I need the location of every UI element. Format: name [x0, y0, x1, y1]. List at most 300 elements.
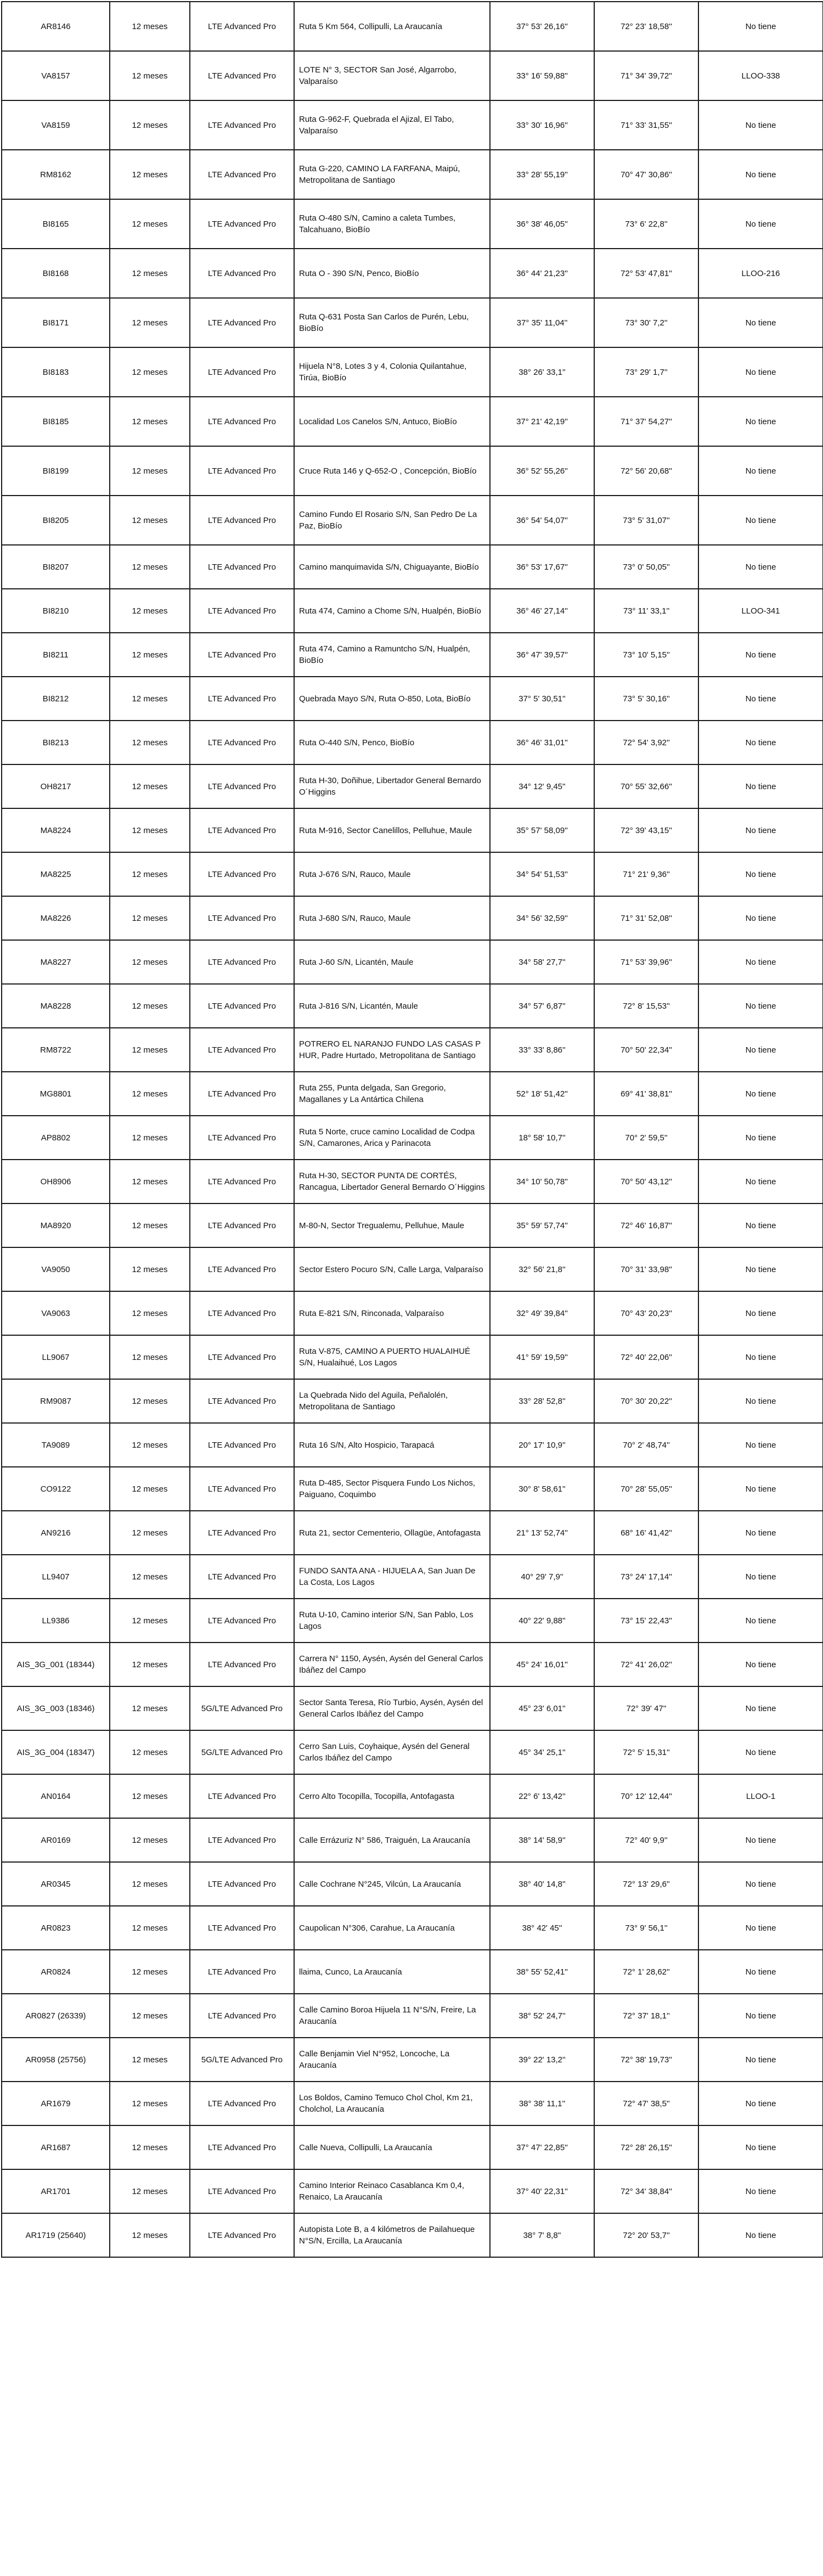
longitude-cell: 72° 5' 15,31'' — [594, 1730, 698, 1774]
site-id-cell: LL9067 — [2, 1335, 110, 1379]
site-id-cell: RM9087 — [2, 1379, 110, 1423]
address-cell: Ruta O-480 S/N, Camino a caleta Tumbes, Talcahuano, BioBío — [294, 199, 490, 249]
longitude-cell: 73° 5' 31,07'' — [594, 496, 698, 545]
term-cell: 12 meses — [110, 100, 190, 150]
address-cell: Camino Interior Reinaco Casablanca Km 0,4, Renaico, La Araucanía — [294, 2169, 490, 2213]
site-id-cell: VA9063 — [2, 1291, 110, 1335]
site-id-cell: LL9407 — [2, 1555, 110, 1599]
address-cell: La Quebrada Nido del Aguila, Peñalolén, Metropolitana de Santiago — [294, 1379, 490, 1423]
term-cell: 12 meses — [110, 2038, 190, 2082]
technology-cell: LTE Advanced Pro — [190, 677, 294, 721]
site-id-cell: MG8801 — [2, 1072, 110, 1116]
longitude-cell: 70° 50' 43,12'' — [594, 1160, 698, 1203]
technology-cell: LTE Advanced Pro — [190, 896, 294, 940]
site-id-cell: AR1719 (25640) — [2, 2213, 110, 2257]
table-row — [2, 150, 823, 199]
technology-cell: LTE Advanced Pro — [190, 1203, 294, 1247]
technology-cell: LTE Advanced Pro — [190, 199, 294, 249]
latitude-cell: 34° 57' 6,87'' — [490, 984, 594, 1028]
technology-cell: LTE Advanced Pro — [190, 764, 294, 808]
term-cell: 12 meses — [110, 1203, 190, 1247]
latitude-cell: 36° 38' 46,05'' — [490, 199, 594, 249]
table-row — [2, 1072, 823, 1116]
latitude-cell: 45° 34' 25,1'' — [490, 1730, 594, 1774]
table-row — [2, 51, 823, 100]
longitude-cell: 72° 46' 16,87'' — [594, 1203, 698, 1247]
site-id-cell: BI8212 — [2, 677, 110, 721]
table-row — [2, 249, 823, 298]
lloo-cell: LLOO-216 — [698, 249, 823, 298]
address-cell: Ruta H-30, Doñihue, Libertador General Bernardo O´Higgins — [294, 764, 490, 808]
term-cell: 12 meses — [110, 2, 190, 51]
table-row — [2, 1335, 823, 1379]
technology-cell: LTE Advanced Pro — [190, 446, 294, 496]
table-row — [2, 1950, 823, 1994]
lloo-cell: No tiene — [698, 1862, 823, 1906]
technology-cell: 5G/LTE Advanced Pro — [190, 1686, 294, 1730]
longitude-cell: 72° 37' 18,1'' — [594, 1994, 698, 2038]
table-row — [2, 1643, 823, 1686]
address-cell: Ruta G-220, CAMINO LA FARFANA, Maipú, Metropolitana de Santiago — [294, 150, 490, 199]
lloo-cell: No tiene — [698, 397, 823, 446]
term-cell: 12 meses — [110, 150, 190, 199]
term-cell: 12 meses — [110, 1555, 190, 1599]
latitude-cell: 33° 16' 59,88'' — [490, 51, 594, 100]
table-row — [2, 1160, 823, 1203]
latitude-cell: 37° 40' 22,31'' — [490, 2169, 594, 2213]
technology-cell: LTE Advanced Pro — [190, 589, 294, 633]
address-cell: Carrera N° 1150, Aysén, Aysén del General Carlos Ibáñez del Campo — [294, 1643, 490, 1686]
lloo-cell: No tiene — [698, 1072, 823, 1116]
address-cell: Ruta O - 390 S/N, Penco, BioBío — [294, 249, 490, 298]
longitude-cell: 72° 38' 19,73'' — [594, 2038, 698, 2082]
longitude-cell: 71° 37' 54,27'' — [594, 397, 698, 446]
site-id-cell: VA9050 — [2, 1247, 110, 1291]
lloo-cell: LLOO-1 — [698, 1774, 823, 1818]
table-row — [2, 446, 823, 496]
table-row — [2, 1423, 823, 1467]
technology-cell: LTE Advanced Pro — [190, 397, 294, 446]
address-cell: Ruta G-962-F, Quebrada el Ajizal, El Tabo, Valparaíso — [294, 100, 490, 150]
longitude-cell: 71° 53' 39,96'' — [594, 940, 698, 984]
latitude-cell: 41° 59' 19,59'' — [490, 1335, 594, 1379]
technology-cell: LTE Advanced Pro — [190, 298, 294, 347]
latitude-cell: 37° 35' 11,04'' — [490, 298, 594, 347]
table-row — [2, 2038, 823, 2082]
lloo-cell: No tiene — [698, 545, 823, 589]
technology-cell: LTE Advanced Pro — [190, 1643, 294, 1686]
latitude-cell: 36° 54' 54,07'' — [490, 496, 594, 545]
site-id-cell: BI8205 — [2, 496, 110, 545]
technology-cell: LTE Advanced Pro — [190, 1291, 294, 1335]
site-id-cell: BI8210 — [2, 589, 110, 633]
lloo-cell: No tiene — [698, 1423, 823, 1467]
technology-cell: LTE Advanced Pro — [190, 150, 294, 199]
latitude-cell: 40° 22' 9,88'' — [490, 1599, 594, 1643]
longitude-cell: 72° 20' 53,7'' — [594, 2213, 698, 2257]
lloo-cell: No tiene — [698, 633, 823, 677]
longitude-cell: 70° 50' 22,34'' — [594, 1028, 698, 1072]
lloo-cell: No tiene — [698, 896, 823, 940]
site-id-cell: OH8906 — [2, 1160, 110, 1203]
term-cell: 12 meses — [110, 1072, 190, 1116]
address-cell: M-80-N, Sector Tregualemu, Pelluhue, Maule — [294, 1203, 490, 1247]
term-cell: 12 meses — [110, 397, 190, 446]
latitude-cell: 38° 40' 14,8'' — [490, 1862, 594, 1906]
table-row — [2, 100, 823, 150]
address-cell: Ruta H-30, SECTOR PUNTA DE CORTÉS, Rancagua, Libertador General Bernardo O´Higgins — [294, 1160, 490, 1203]
technology-cell: LTE Advanced Pro — [190, 1160, 294, 1203]
table-row — [2, 1818, 823, 1862]
lloo-cell: No tiene — [698, 764, 823, 808]
longitude-cell: 73° 0' 50,05'' — [594, 545, 698, 589]
latitude-cell: 38° 42' 45'' — [490, 1906, 594, 1950]
term-cell: 12 meses — [110, 1379, 190, 1423]
site-id-cell: CO9122 — [2, 1467, 110, 1511]
table-row — [2, 1291, 823, 1335]
longitude-cell: 70° 47' 30,86'' — [594, 150, 698, 199]
longitude-cell: 70° 2' 48,74'' — [594, 1423, 698, 1467]
longitude-cell: 72° 54' 3,92'' — [594, 721, 698, 764]
address-cell: Localidad Los Canelos S/N, Antuco, BioBío — [294, 397, 490, 446]
site-id-cell: OH8217 — [2, 764, 110, 808]
site-id-cell: BI8185 — [2, 397, 110, 446]
technology-cell: LTE Advanced Pro — [190, 1247, 294, 1291]
term-cell: 12 meses — [110, 1291, 190, 1335]
address-cell: Calle Cochrane N°245, Vilcún, La Araucanía — [294, 1862, 490, 1906]
lloo-cell: No tiene — [698, 1950, 823, 1994]
technology-cell: 5G/LTE Advanced Pro — [190, 1730, 294, 1774]
lloo-cell: No tiene — [698, 1247, 823, 1291]
address-cell: Autopista Lote B, a 4 kilómetros de Pailahueque N°S/N, Ercilla, La Araucanía — [294, 2213, 490, 2257]
term-cell: 12 meses — [110, 51, 190, 100]
lloo-cell: No tiene — [698, 2125, 823, 2169]
sites-table — [1, 1, 823, 2258]
technology-cell: LTE Advanced Pro — [190, 2213, 294, 2257]
lloo-cell: No tiene — [698, 1730, 823, 1774]
term-cell: 12 meses — [110, 1774, 190, 1818]
address-cell: Calle Camino Boroa Hijuela 11 N°S/N, Freire, La Araucanía — [294, 1994, 490, 2038]
site-id-cell: AN9216 — [2, 1511, 110, 1555]
address-cell: Ruta J-680 S/N, Rauco, Maule — [294, 896, 490, 940]
technology-cell: LTE Advanced Pro — [190, 100, 294, 150]
term-cell: 12 meses — [110, 589, 190, 633]
latitude-cell: 36° 46' 27,14'' — [490, 589, 594, 633]
lloo-cell: No tiene — [698, 984, 823, 1028]
table-row — [2, 1862, 823, 1906]
technology-cell: LTE Advanced Pro — [190, 1072, 294, 1116]
technology-cell: LTE Advanced Pro — [190, 1818, 294, 1862]
latitude-cell: 37° 47' 22,85'' — [490, 2125, 594, 2169]
technology-cell: LTE Advanced Pro — [190, 2125, 294, 2169]
table-row — [2, 1247, 823, 1291]
table-row — [2, 1686, 823, 1730]
term-cell: 12 meses — [110, 1511, 190, 1555]
technology-cell: LTE Advanced Pro — [190, 1467, 294, 1511]
address-cell: Ruta D-485, Sector Pisquera Fundo Los Nichos, Paiguano, Coquimbo — [294, 1467, 490, 1511]
table-row — [2, 1774, 823, 1818]
technology-cell: LTE Advanced Pro — [190, 1116, 294, 1160]
lloo-cell: No tiene — [698, 1511, 823, 1555]
term-cell: 12 meses — [110, 2169, 190, 2213]
technology-cell: LTE Advanced Pro — [190, 1774, 294, 1818]
table-row — [2, 545, 823, 589]
longitude-cell: 71° 33' 31,55'' — [594, 100, 698, 150]
technology-cell: LTE Advanced Pro — [190, 1555, 294, 1599]
longitude-cell: 73° 15' 22,43'' — [594, 1599, 698, 1643]
latitude-cell: 20° 17' 10,9'' — [490, 1423, 594, 1467]
term-cell: 12 meses — [110, 2125, 190, 2169]
technology-cell: LTE Advanced Pro — [190, 984, 294, 1028]
address-cell: Ruta J-676 S/N, Rauco, Maule — [294, 852, 490, 896]
latitude-cell: 30° 8' 58,61'' — [490, 1467, 594, 1511]
address-cell: Sector Santa Teresa, Río Turbio, Aysén, Aysén del General Carlos Ibáñez del Campo — [294, 1686, 490, 1730]
lloo-cell: No tiene — [698, 852, 823, 896]
longitude-cell: 70° 30' 20,22'' — [594, 1379, 698, 1423]
term-cell: 12 meses — [110, 199, 190, 249]
latitude-cell: 34° 12' 9,45'' — [490, 764, 594, 808]
site-id-cell: BI8213 — [2, 721, 110, 764]
site-id-cell: AR0827 (26339) — [2, 1994, 110, 2038]
term-cell: 12 meses — [110, 1818, 190, 1862]
lloo-cell: No tiene — [698, 1028, 823, 1072]
latitude-cell: 40° 29' 7,9'' — [490, 1555, 594, 1599]
lloo-cell: No tiene — [698, 1994, 823, 2038]
term-cell: 12 meses — [110, 2082, 190, 2125]
address-cell: FUNDO SANTA ANA - HIJUELA A, San Juan De La Costa, Los Lagos — [294, 1555, 490, 1599]
longitude-cell: 70° 55' 32,66'' — [594, 764, 698, 808]
longitude-cell: 72° 40' 22,06'' — [594, 1335, 698, 1379]
table-row — [2, 1730, 823, 1774]
longitude-cell: 72° 28' 26,15'' — [594, 2125, 698, 2169]
longitude-cell: 71° 34' 39,72'' — [594, 51, 698, 100]
technology-cell: LTE Advanced Pro — [190, 347, 294, 397]
lloo-cell: No tiene — [698, 1467, 823, 1511]
technology-cell: LTE Advanced Pro — [190, 2169, 294, 2213]
term-cell: 12 meses — [110, 1247, 190, 1291]
table-row — [2, 397, 823, 446]
term-cell: 12 meses — [110, 1423, 190, 1467]
term-cell: 12 meses — [110, 940, 190, 984]
longitude-cell: 72° 34' 38,84'' — [594, 2169, 698, 2213]
longitude-cell: 72° 40' 9,9'' — [594, 1818, 698, 1862]
latitude-cell: 33° 28' 55,19'' — [490, 150, 594, 199]
technology-cell: 5G/LTE Advanced Pro — [190, 2038, 294, 2082]
table-row — [2, 1994, 823, 2038]
term-cell: 12 meses — [110, 1467, 190, 1511]
latitude-cell: 35° 57' 58,09'' — [490, 808, 594, 852]
latitude-cell: 34° 54' 51,53'' — [490, 852, 594, 896]
technology-cell: LTE Advanced Pro — [190, 2, 294, 51]
site-id-cell: BI8171 — [2, 298, 110, 347]
lloo-cell: No tiene — [698, 1203, 823, 1247]
lloo-cell: No tiene — [698, 1116, 823, 1160]
address-cell: Ruta 474, Camino a Ramuntcho S/N, Hualpén, BioBío — [294, 633, 490, 677]
lloo-cell: No tiene — [698, 347, 823, 397]
site-id-cell: AP8802 — [2, 1116, 110, 1160]
site-id-cell: MA8225 — [2, 852, 110, 896]
table-row — [2, 984, 823, 1028]
technology-cell: LTE Advanced Pro — [190, 1511, 294, 1555]
latitude-cell: 21° 13' 52,74'' — [490, 1511, 594, 1555]
address-cell: Sector Estero Pocuro S/N, Calle Larga, Valparaíso — [294, 1247, 490, 1291]
longitude-cell: 72° 1' 28,62'' — [594, 1950, 698, 1994]
lloo-cell: No tiene — [698, 298, 823, 347]
technology-cell: LTE Advanced Pro — [190, 1423, 294, 1467]
site-id-cell: AR1701 — [2, 2169, 110, 2213]
term-cell: 12 meses — [110, 808, 190, 852]
lloo-cell: No tiene — [698, 1555, 823, 1599]
sites-table-body — [2, 2, 823, 2257]
term-cell: 12 meses — [110, 1335, 190, 1379]
latitude-cell: 32° 49' 39,84'' — [490, 1291, 594, 1335]
lloo-cell: No tiene — [698, 2169, 823, 2213]
lloo-cell: No tiene — [698, 677, 823, 721]
site-id-cell: BI8207 — [2, 545, 110, 589]
longitude-cell: 73° 11' 33,1'' — [594, 589, 698, 633]
address-cell: LOTE N° 3, SECTOR San José, Algarrobo, Valparaíso — [294, 51, 490, 100]
address-cell: Cerro San Luis, Coyhaique, Aysén del General Carlos Ibáñez del Campo — [294, 1730, 490, 1774]
site-id-cell: AIS_3G_003 (18346) — [2, 1686, 110, 1730]
technology-cell: LTE Advanced Pro — [190, 1379, 294, 1423]
term-cell: 12 meses — [110, 1116, 190, 1160]
technology-cell: LTE Advanced Pro — [190, 51, 294, 100]
technology-cell: LTE Advanced Pro — [190, 1335, 294, 1379]
technology-cell: LTE Advanced Pro — [190, 852, 294, 896]
lloo-cell: No tiene — [698, 940, 823, 984]
table-row — [2, 896, 823, 940]
address-cell: Ruta U-10, Camino interior S/N, San Pablo, Los Lagos — [294, 1599, 490, 1643]
lloo-cell: No tiene — [698, 1379, 823, 1423]
technology-cell: LTE Advanced Pro — [190, 2082, 294, 2125]
table-row — [2, 199, 823, 249]
table-row — [2, 496, 823, 545]
longitude-cell: 73° 9' 56,1'' — [594, 1906, 698, 1950]
longitude-cell: 72° 39' 47'' — [594, 1686, 698, 1730]
table-row — [2, 852, 823, 896]
term-cell: 12 meses — [110, 984, 190, 1028]
address-cell: Calle Benjamin Viel N°952, Loncoche, La Araucanía — [294, 2038, 490, 2082]
technology-cell: LTE Advanced Pro — [190, 1950, 294, 1994]
latitude-cell: 33° 28' 52,8'' — [490, 1379, 594, 1423]
term-cell: 12 meses — [110, 1160, 190, 1203]
site-id-cell: MA8920 — [2, 1203, 110, 1247]
latitude-cell: 38° 38' 11,1'' — [490, 2082, 594, 2125]
latitude-cell: 38° 14' 58,9'' — [490, 1818, 594, 1862]
term-cell: 12 meses — [110, 1643, 190, 1686]
site-id-cell: BI8168 — [2, 249, 110, 298]
table-row — [2, 2125, 823, 2169]
address-cell: Ruta J-816 S/N, Licantén, Maule — [294, 984, 490, 1028]
longitude-cell: 73° 24' 17,14'' — [594, 1555, 698, 1599]
table-row — [2, 2082, 823, 2125]
table-row — [2, 1028, 823, 1072]
latitude-cell: 34° 56' 32,59'' — [490, 896, 594, 940]
address-cell: Ruta O-440 S/N, Penco, BioBío — [294, 721, 490, 764]
address-cell: Cerro Alto Tocopilla, Tocopilla, Antofagasta — [294, 1774, 490, 1818]
longitude-cell: 73° 10' 5,15'' — [594, 633, 698, 677]
site-id-cell: RM8162 — [2, 150, 110, 199]
site-id-cell: BI8199 — [2, 446, 110, 496]
technology-cell: LTE Advanced Pro — [190, 808, 294, 852]
term-cell: 12 meses — [110, 1599, 190, 1643]
address-cell: llaima, Cunco, La Araucanía — [294, 1950, 490, 1994]
term-cell: 12 meses — [110, 446, 190, 496]
latitude-cell: 38° 55' 52,41'' — [490, 1950, 594, 1994]
site-id-cell: AR0823 — [2, 1906, 110, 1950]
table-row — [2, 1555, 823, 1599]
term-cell: 12 meses — [110, 1950, 190, 1994]
lloo-cell: No tiene — [698, 446, 823, 496]
table-row — [2, 2213, 823, 2257]
address-cell: Ruta M-916, Sector Canelillos, Pelluhue, Maule — [294, 808, 490, 852]
address-cell: Ruta E-821 S/N, Rinconada, Valparaíso — [294, 1291, 490, 1335]
longitude-cell: 70° 31' 33,98'' — [594, 1247, 698, 1291]
address-cell: Ruta 5 Km 564, Collipulli, La Araucanía — [294, 2, 490, 51]
longitude-cell: 73° 5' 30,16'' — [594, 677, 698, 721]
lloo-cell: No tiene — [698, 100, 823, 150]
address-cell: Ruta V-875, CAMINO A PUERTO HUALAIHUÉ S/N, Hualaihué, Los Lagos — [294, 1335, 490, 1379]
site-id-cell: AR0958 (25756) — [2, 2038, 110, 2082]
table-row — [2, 940, 823, 984]
table-row — [2, 298, 823, 347]
term-cell: 12 meses — [110, 721, 190, 764]
address-cell: Camino manquimavida S/N, Chiguayante, BioBío — [294, 545, 490, 589]
site-id-cell: BI8211 — [2, 633, 110, 677]
site-id-cell: AR8146 — [2, 2, 110, 51]
latitude-cell: 37° 5' 30,51'' — [490, 677, 594, 721]
site-id-cell: BI8183 — [2, 347, 110, 397]
table-row — [2, 677, 823, 721]
longitude-cell: 68° 16' 41,42'' — [594, 1511, 698, 1555]
longitude-cell: 71° 21' 9,36'' — [594, 852, 698, 896]
site-id-cell: AR0824 — [2, 1950, 110, 1994]
address-cell: Camino Fundo El Rosario S/N, San Pedro De La Paz, BioBío — [294, 496, 490, 545]
technology-cell: LTE Advanced Pro — [190, 249, 294, 298]
address-cell: Calle Nueva, Collipulli, La Araucanía — [294, 2125, 490, 2169]
term-cell: 12 meses — [110, 677, 190, 721]
table-row — [2, 1379, 823, 1423]
latitude-cell: 35° 59' 57,74'' — [490, 1203, 594, 1247]
lloo-cell: No tiene — [698, 2082, 823, 2125]
longitude-cell: 73° 6' 22,8'' — [594, 199, 698, 249]
lloo-cell: No tiene — [698, 1686, 823, 1730]
site-id-cell: AR1679 — [2, 2082, 110, 2125]
address-cell: Calle Errázuriz N° 586, Traiguén, La Araucanía — [294, 1818, 490, 1862]
table-row — [2, 1906, 823, 1950]
longitude-cell: 70° 43' 20,23'' — [594, 1291, 698, 1335]
address-cell: Cruce Ruta 146 y Q-652-O , Concepción, BioBío — [294, 446, 490, 496]
lloo-cell: No tiene — [698, 1291, 823, 1335]
table-row — [2, 2169, 823, 2213]
longitude-cell: 71° 31' 52,08'' — [594, 896, 698, 940]
longitude-cell: 70° 2' 59,5'' — [594, 1116, 698, 1160]
lloo-cell: No tiene — [698, 721, 823, 764]
term-cell: 12 meses — [110, 347, 190, 397]
latitude-cell: 33° 33' 8,86'' — [490, 1028, 594, 1072]
address-cell: Ruta Q-631 Posta San Carlos de Purén, Lebu, BioBío — [294, 298, 490, 347]
lloo-cell: LLOO-338 — [698, 51, 823, 100]
longitude-cell: 72° 56' 20,68'' — [594, 446, 698, 496]
site-id-cell: MA8227 — [2, 940, 110, 984]
technology-cell: LTE Advanced Pro — [190, 940, 294, 984]
address-cell: Ruta 21, sector Cementerio, Ollagüe, Antofagasta — [294, 1511, 490, 1555]
site-id-cell: VA8159 — [2, 100, 110, 150]
address-cell: Ruta 474, Camino a Chome S/N, Hualpén, BioBío — [294, 589, 490, 633]
term-cell: 12 meses — [110, 1028, 190, 1072]
lloo-cell: LLOO-341 — [698, 589, 823, 633]
site-id-cell: AR0169 — [2, 1818, 110, 1862]
